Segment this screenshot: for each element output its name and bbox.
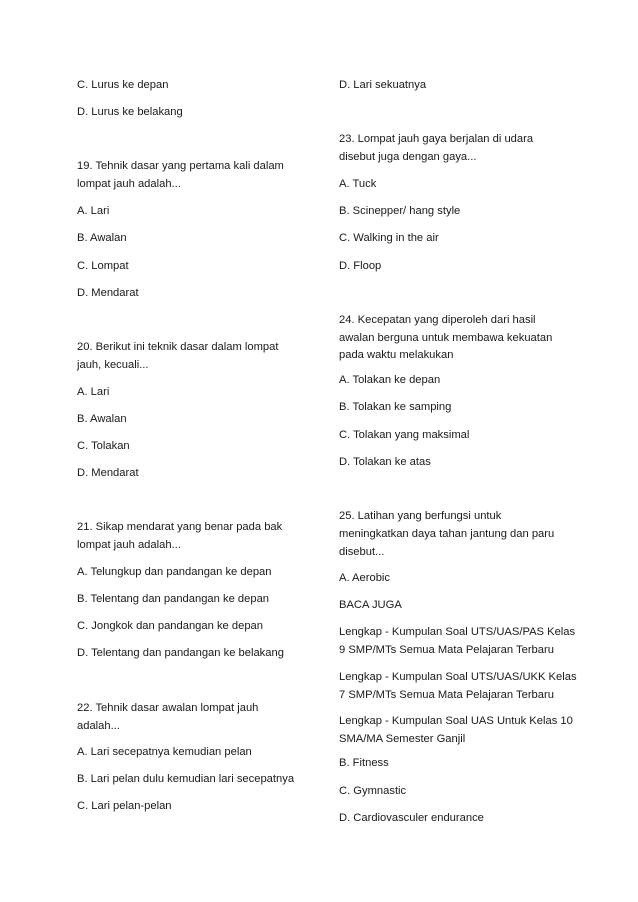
q22-option-b: B. Lari pelan dulu kemudian lari secepatnya [77,773,295,785]
question-20-line-2: jauh, kecuali... [77,359,149,371]
q20-option-c: C. Tolakan [77,440,130,452]
question-21-line-1: 21. Sikap mendarat yang benar pada bak [77,521,283,533]
q25-option-b: B. Fitness [339,757,389,769]
q19-option-a: A. Lari [77,205,110,217]
right-column [339,0,579,902]
q25-option-d: D. Cardiovasculer endurance [339,812,484,824]
question-25-line-3: disebut... [339,546,385,558]
question-19-line-2: lompat jauh adalah... [77,178,181,190]
related-link-2-line-1[interactable]: Lengkap - Kumpulan Soal UTS/UAS/UKK Kelas [339,671,577,683]
question-23-line-1: 23. Lompat jauh gaya berjalan di udara [339,133,534,145]
q21-option-a: A. Telungkup dan pandangan ke depan [77,566,272,578]
question-24-line-2: awalan berguna untuk membawa kekuatan [339,332,553,344]
question-24-line-3: pada waktu melakukan [339,349,454,361]
question-20-line-1: 20. Berikut ini teknik dasar dalam lompat [77,341,279,353]
option-c-lurus-ke-depan: C. Lurus ke depan [77,79,169,91]
baca-juga-heading: BACA JUGA [339,599,402,611]
q24-option-d: D. Tolakan ke atas [339,456,431,468]
left-column [77,0,317,902]
related-link-3-line-2[interactable]: SMA/MA Semester Ganjil [339,733,466,745]
question-25-line-1: 25. Latihan yang berfungsi untuk [339,510,502,522]
q22-option-a: A. Lari secepatnya kemudian pelan [77,746,252,758]
question-21-line-2: lompat jauh adalah... [77,539,181,551]
q25-option-c: C. Gymnastic [339,785,407,797]
related-link-3-line-1[interactable]: Lengkap - Kumpulan Soal UAS Untuk Kelas 10 [339,715,573,727]
question-23-line-2: disebut juga dengan gaya... [339,151,477,163]
q23-option-c: C. Walking in the air [339,232,439,244]
question-25-line-2: meningkatkan daya tahan jantung dan paru [339,528,555,540]
q23-option-b: B. Scinepper/ hang style [339,205,461,217]
q22-option-c: C. Lari pelan-pelan [77,800,172,812]
option-d-lurus-ke-belakang: D. Lurus ke belakang [77,106,183,118]
q23-option-d: D. Floop [339,260,382,272]
q24-option-a: A. Tolakan ke depan [339,374,441,386]
q21-option-c: C. Jongkok dan pandangan ke depan [77,620,263,632]
question-19-line-1: 19. Tehnik dasar yang pertama kali dalam [77,160,284,172]
q24-option-c: C. Tolakan yang maksimal [339,429,470,441]
related-link-2-line-2[interactable]: 7 SMP/MTs Semua Mata Pelajaran Terbaru [339,689,554,701]
question-24-line-1: 24. Kecepatan yang diperoleh dari hasil [339,314,536,326]
q19-option-b: B. Awalan [77,232,127,244]
q23-option-a: A. Tuck [339,178,377,190]
option-d-lari-sekuatnya: D. Lari sekuatnya [339,79,427,91]
q24-option-b: B. Tolakan ke samping [339,401,452,413]
q20-option-a: A. Lari [77,386,110,398]
q20-option-d: D. Mendarat [77,467,139,479]
related-link-1-line-1[interactable]: Lengkap - Kumpulan Soal UTS/UAS/PAS Kelas [339,626,576,638]
related-link-1-line-2[interactable]: 9 SMP/MTs Semua Mata Pelajaran Terbaru [339,644,554,656]
q20-option-b: B. Awalan [77,413,127,425]
q21-option-d: D. Telentang dan pandangan ke belakang [77,647,284,659]
q19-option-d: D. Mendarat [77,287,139,299]
q21-option-b: B. Telentang dan pandangan ke depan [77,593,270,605]
question-22-line-1: 22. Tehnik dasar awalan lompat jauh [77,702,259,714]
q19-option-c: C. Lompat [77,260,129,272]
q25-option-a: A. Aerobic [339,572,390,584]
question-22-line-2: adalah... [77,720,120,732]
